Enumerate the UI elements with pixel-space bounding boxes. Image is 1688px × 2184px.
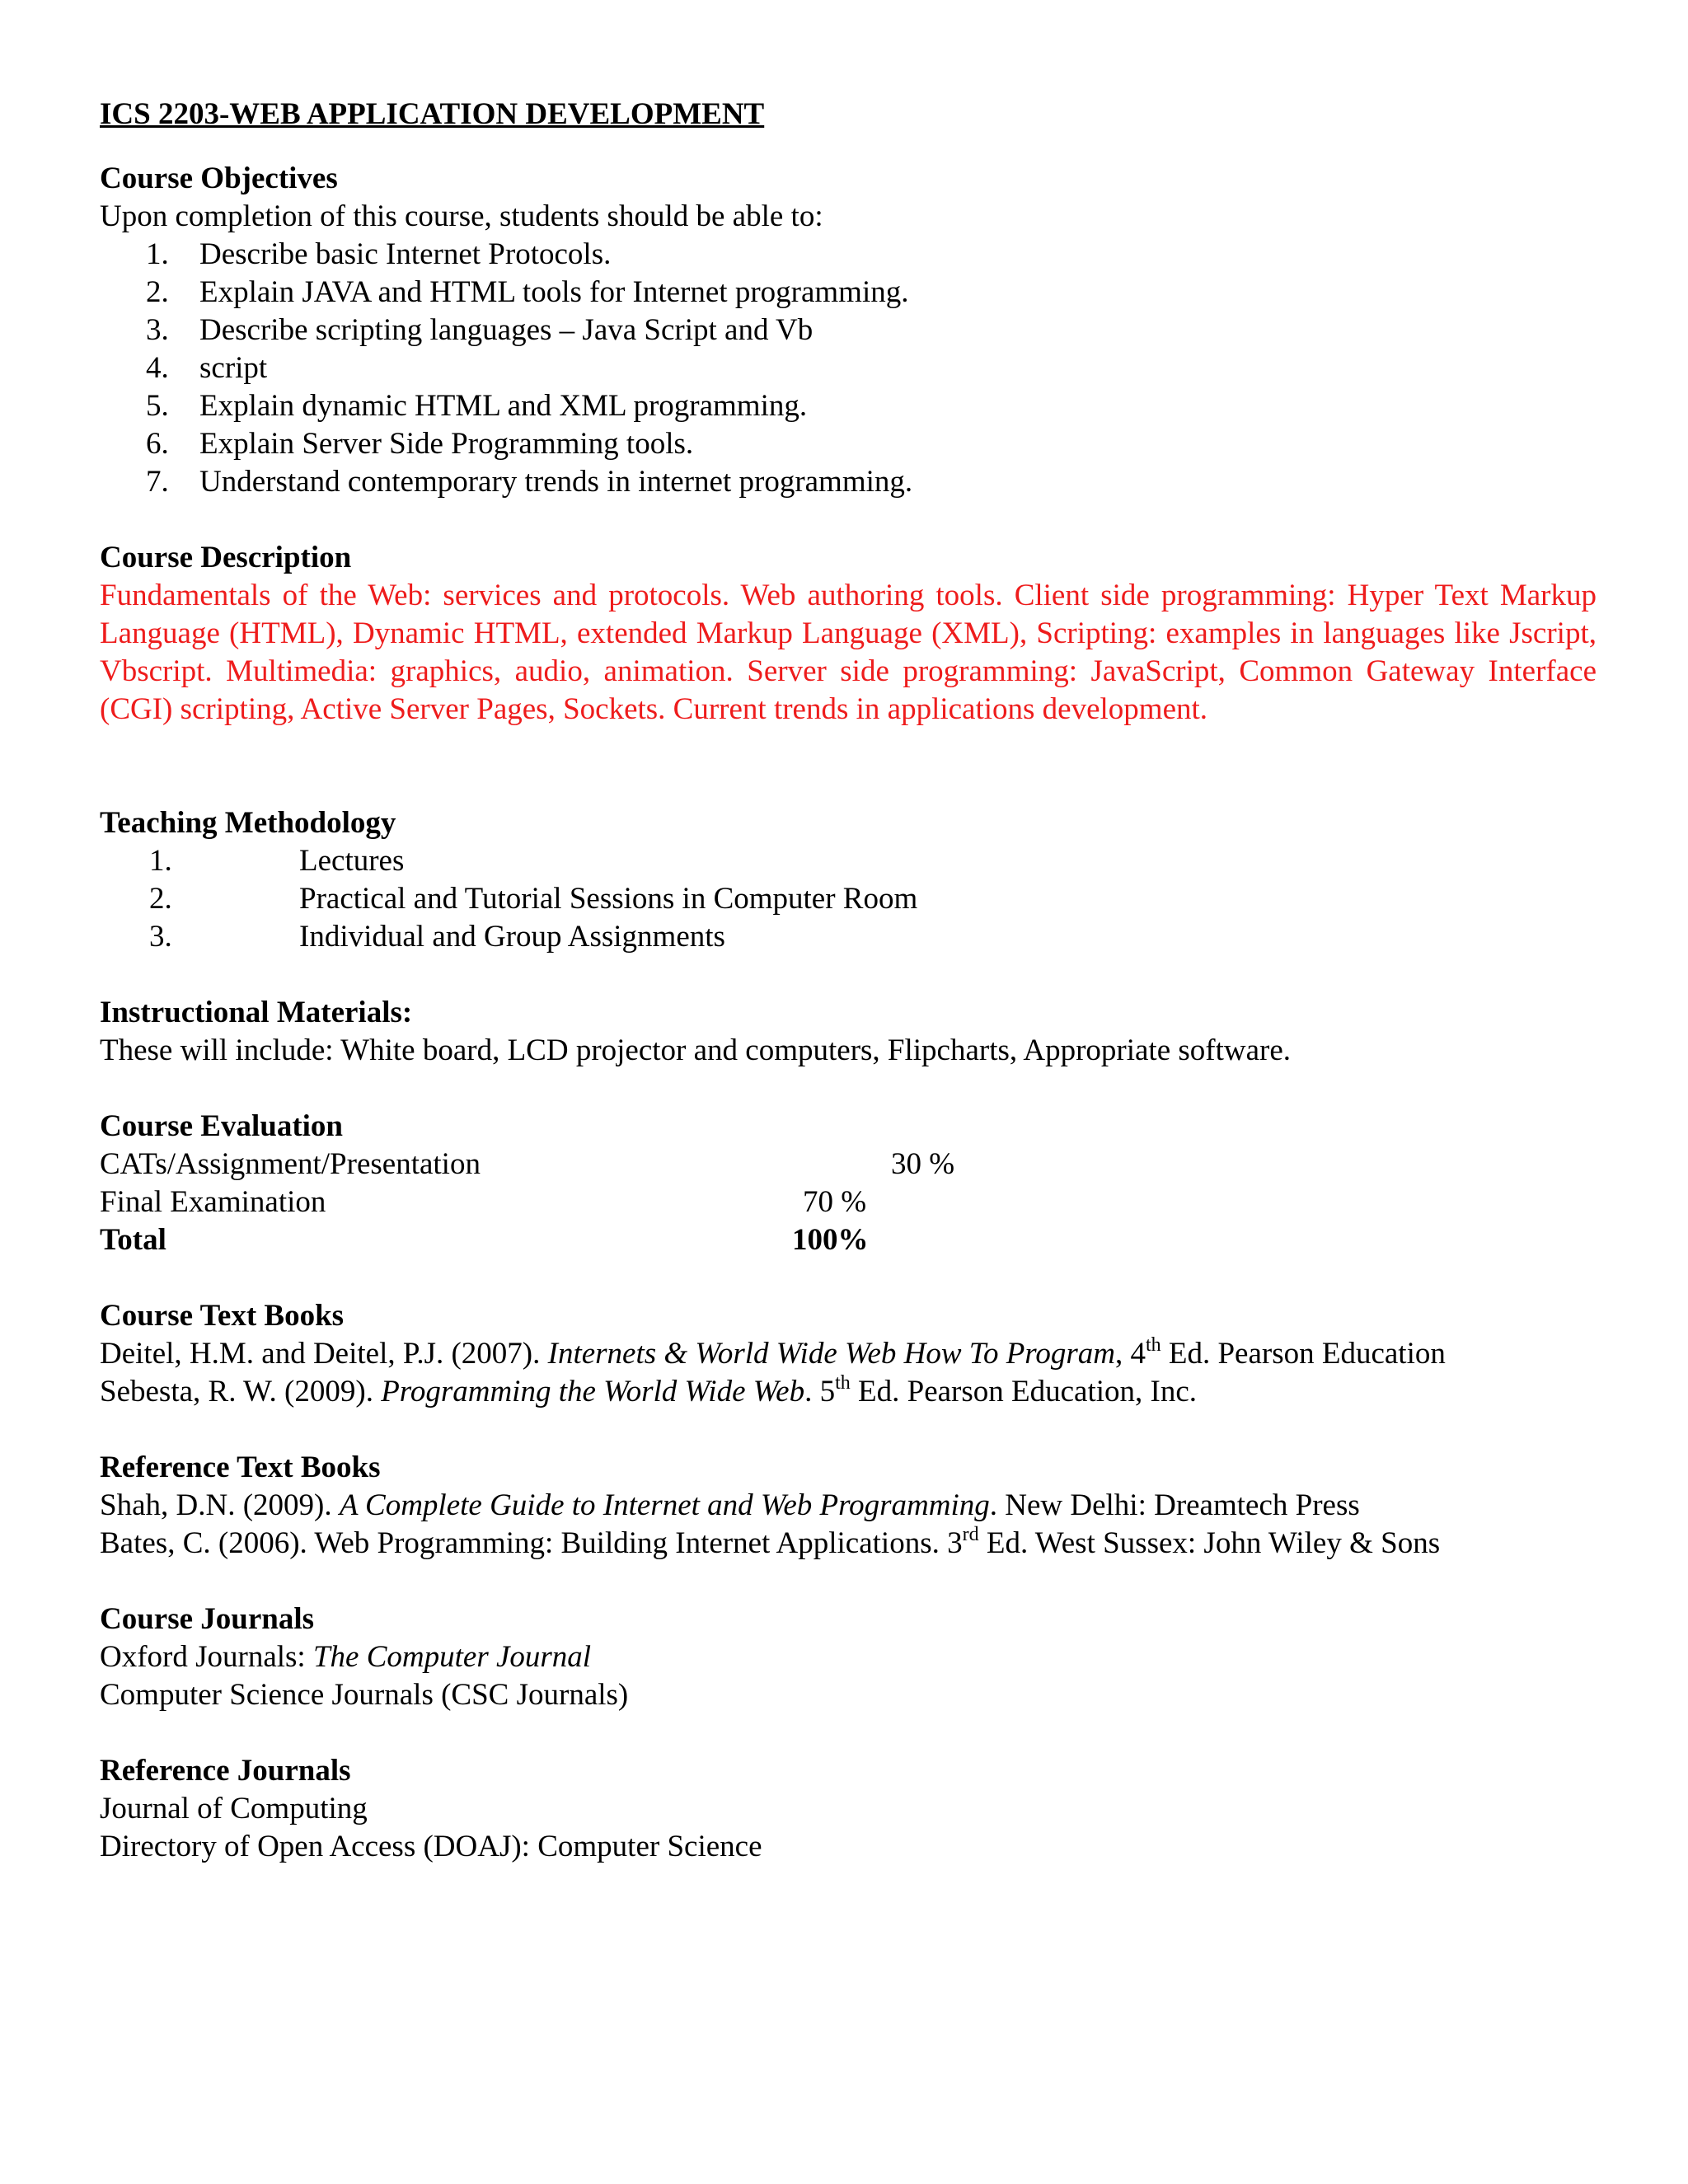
objectives-heading: Course Objectives: [100, 162, 338, 195]
journals-heading: Course Journals: [100, 1602, 315, 1636]
list-text: Explain Server Side Programming tools.: [199, 427, 694, 461]
journal-entry: Directory of Open Access (DOAJ): Computer Science: [100, 1830, 762, 1863]
list-number: 7.: [146, 465, 169, 499]
section-objectives: [100, 160, 1597, 501]
section-description: [100, 539, 1597, 729]
list-text: Practical and Tutorial Sessions in Computer Room: [299, 882, 918, 916]
list-item: [100, 918, 1597, 956]
list-item: [100, 425, 1597, 463]
list-number: 3.: [149, 920, 172, 954]
section-journals: [100, 1601, 1597, 1714]
evaluation-heading: Course Evaluation: [100, 1109, 344, 1143]
list-item: [100, 274, 1597, 312]
text-book-entry: [100, 1335, 1597, 1373]
description-text: Fundamentals of the Web: services and protocols. Web authoring tools. Client side programming: Hyper Text Markup Language (HTML), Dynamic HTML, extended Markup Language (XML), Scripting: examples in languages like Jscript, Vbscript. Multimedia: graphics, audio, animation. Server side programming: JavaScript, Common Gateway Interface (CGI) scripting, Active Server Pages, Sockets. Current trends in applications development.: [100, 579, 1597, 726]
book-publisher: Ed. Pearson Education: [1160, 1337, 1446, 1371]
book-citation: Bates, C. (2006). Web Programming: Building Internet Applications. 3: [100, 1526, 963, 1560]
list-number: 6.: [146, 427, 169, 461]
reference-books-heading: Reference Text Books: [100, 1451, 381, 1484]
course-title: ICS 2203-WEB APPLICATION DEVELOPMENT: [100, 97, 765, 131]
objectives-list: [100, 236, 1597, 501]
evaluation-row: [100, 1146, 1597, 1183]
evaluation-value: 30 %: [891, 1147, 955, 1181]
edition-superscript: th: [835, 1372, 851, 1394]
list-text: script: [199, 351, 268, 385]
list-item: [100, 463, 1597, 501]
text-books-heading: Course Text Books: [100, 1299, 345, 1333]
list-text: Describe scripting languages – Java Script and Vb: [199, 313, 814, 347]
section-reference-journals: [100, 1752, 1597, 1866]
description-heading: Course Description: [100, 541, 352, 574]
reference-book-entry: [100, 1487, 1597, 1525]
book-publisher: . New Delhi: Dreamtech Press: [989, 1488, 1360, 1522]
evaluation-row: [100, 1183, 1597, 1221]
teaching-list: [100, 842, 1597, 956]
journal-publisher: Oxford Journals:: [100, 1640, 313, 1674]
list-number: 1.: [149, 844, 172, 878]
evaluation-value: 70 %: [803, 1185, 867, 1219]
section-teaching: [100, 804, 1597, 956]
list-text: Individual and Group Assignments: [299, 920, 725, 954]
evaluation-value: 100%: [792, 1223, 869, 1257]
reference-book-entry: [100, 1525, 1597, 1563]
book-title: Programming the World Wide Web: [381, 1375, 805, 1408]
evaluation-label: Total: [100, 1223, 166, 1257]
evaluation-total-row: [100, 1221, 1597, 1259]
section-evaluation: [100, 1108, 1597, 1259]
list-item: [100, 349, 1597, 387]
document-body: [100, 96, 1597, 1866]
list-text: Describe basic Internet Protocols.: [199, 237, 612, 271]
list-item: [100, 880, 1597, 918]
book-publisher: Ed. Pearson Education, Inc.: [850, 1375, 1198, 1408]
list-text: Explain dynamic HTML and XML programming.: [199, 389, 808, 423]
edition-superscript: th: [1145, 1334, 1161, 1356]
materials-heading: Instructional Materials:: [100, 996, 413, 1029]
book-authors: Sebesta, R. W. (2009).: [100, 1375, 382, 1408]
list-item: [100, 842, 1597, 880]
list-number: 2.: [149, 882, 172, 916]
materials-text: These will include: White board, LCD projector and computers, Flipcharts, Appropriate software.: [100, 1033, 1292, 1067]
evaluation-label: Final Examination: [100, 1185, 326, 1219]
section-text-books: [100, 1297, 1597, 1411]
list-number: 4.: [146, 351, 169, 385]
list-number: 5.: [146, 389, 169, 423]
journal-title: The Computer Journal: [312, 1640, 592, 1674]
journal-entry: [100, 1638, 1597, 1676]
list-item: [100, 312, 1597, 349]
objectives-intro: Upon completion of this course, students should be able to:: [100, 199, 823, 233]
list-number: 3.: [146, 313, 169, 347]
book-authors: Deitel, H.M. and Deitel, P.J. (2007).: [100, 1337, 548, 1371]
reference-journals-heading: Reference Journals: [100, 1754, 351, 1788]
list-text: Explain JAVA and HTML tools for Internet programming.: [199, 275, 909, 309]
list-number: 2.: [146, 275, 169, 309]
book-title: Internets & World Wide Web How To Program: [547, 1337, 1115, 1371]
book-title: A Complete Guide to Internet and Web Programming: [339, 1488, 990, 1522]
section-reference-books: [100, 1449, 1597, 1563]
list-item: [100, 387, 1597, 425]
text-book-entry: [100, 1373, 1597, 1411]
book-edition: . 5: [804, 1375, 836, 1408]
teaching-heading: Teaching Methodology: [100, 806, 396, 840]
list-number: 1.: [146, 237, 169, 271]
section-materials: [100, 994, 1597, 1070]
list-text: Understand contemporary trends in internet programming.: [199, 465, 913, 499]
edition-superscript: rd: [962, 1524, 979, 1545]
book-authors: Shah, D.N. (2009).: [100, 1488, 340, 1522]
book-edition: , 4: [1114, 1337, 1146, 1371]
book-publisher: Ed. West Sussex: John Wiley & Sons: [978, 1526, 1441, 1560]
journal-entry: Journal of Computing: [100, 1792, 368, 1825]
evaluation-label: CATs/Assignment/Presentation: [100, 1147, 481, 1181]
journal-entry: Computer Science Journals (CSC Journals): [100, 1678, 629, 1712]
list-text: Lectures: [299, 844, 405, 878]
list-item: [100, 236, 1597, 274]
